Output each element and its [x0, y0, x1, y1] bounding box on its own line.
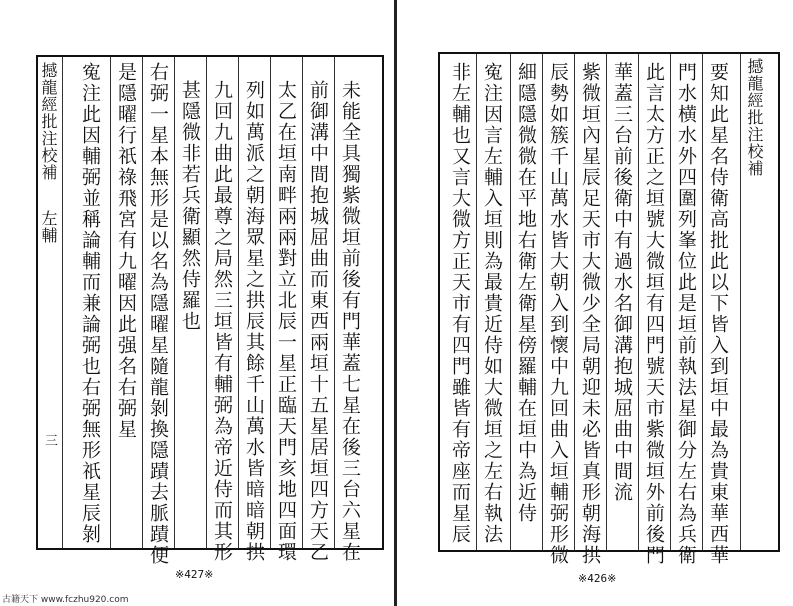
column-rule: [238, 57, 239, 548]
left-margin-title: 撼龍經批注校補: [39, 62, 58, 181]
column-rule: [174, 57, 175, 548]
text-column: 九回九曲此最尊之局然三垣皆有輔弼為帝近侍而其形: [211, 80, 233, 563]
text-column: 此言太方正之垣號大微垣有四門號天市紫微垣外前後門: [643, 62, 665, 566]
column-rule: [670, 54, 671, 550]
text-column: 要知此星名侍衛高批此以下皆入到垣中最為貴東華西華: [707, 62, 729, 566]
text-column: 是隱曜行祇祿飛宮有九曜因此强名右弼星: [115, 62, 137, 440]
annotation-column: 寃注因言左輔入垣則為最貴近侍如大微垣之左右執法: [481, 62, 503, 545]
text-column: 門水横水外四圍列峯位此是垣前執法星御分左右為兵衛: [675, 62, 697, 566]
column-rule: [476, 54, 477, 550]
column-rule: [270, 57, 271, 548]
column-rule: [206, 57, 207, 548]
column-rule: [510, 54, 511, 550]
margin-rule: [62, 57, 63, 548]
column-rule: [110, 57, 111, 548]
column-rule: [302, 57, 303, 548]
left-margin-sub: 左輔: [39, 210, 58, 244]
text-column: 右弼一星本無形是以名為隱曜星隨龍剝換隱蹟去脈蹟便: [147, 62, 169, 566]
right-margin-title: 撼龍經批注校補: [745, 58, 764, 177]
column-rule: [606, 54, 607, 550]
left-page: [0, 0, 396, 606]
text-column: 華蓋三台前後衛中有過水名御溝抱城屈曲中間流: [611, 62, 633, 503]
text-column: 辰勢如簇千山萬水皆大朝入到懷中九回曲入垣輔弼形微: [547, 62, 569, 566]
left-folio-mark: 三: [45, 434, 59, 449]
text-column: 未能全具獨紫微垣前後有門華蓋七星在後三台六星在: [339, 80, 361, 563]
column-rule: [334, 57, 335, 548]
left-page-number: ※427※: [175, 568, 214, 581]
text-column: 前御溝中間抱城屈曲而東西兩垣十五星居垣四方天乙: [307, 80, 329, 563]
footer-url: 古籍天下 www.fczhu920.com: [2, 595, 129, 605]
margin-rule: [740, 54, 741, 550]
column-rule: [542, 54, 543, 550]
column-rule: [638, 54, 639, 550]
text-column: 細隱隱微微在平地右衛左衛星傍羅輔在垣中為近侍: [515, 62, 537, 524]
text-column: 太乙在垣南畔兩兩對立北辰一星正臨天門亥地四面環: [275, 80, 297, 563]
text-column: 列如萬派之朝海眾星之拱辰其餘千山萬水皆暗暗朝拱: [243, 80, 265, 563]
right-page-number: ※426※: [578, 572, 617, 585]
column-rule: [574, 54, 575, 550]
text-column: 紫微垣內星辰足天市大微少全局朝迎未必皆真形朝海拱: [579, 62, 601, 566]
right-page: [396, 0, 793, 606]
annotation-column: 非左輔也又言大微方正天市有四門雖皆有帝座而星辰: [449, 62, 471, 545]
column-rule: [142, 57, 143, 548]
annotation-column: 寃注此因輔弼並稱論輔而兼論弼也右弼無形祇星辰剝: [79, 62, 101, 545]
column-rule: [702, 54, 703, 550]
text-column: 甚隱微非若兵衛顯然侍羅也: [179, 80, 201, 332]
